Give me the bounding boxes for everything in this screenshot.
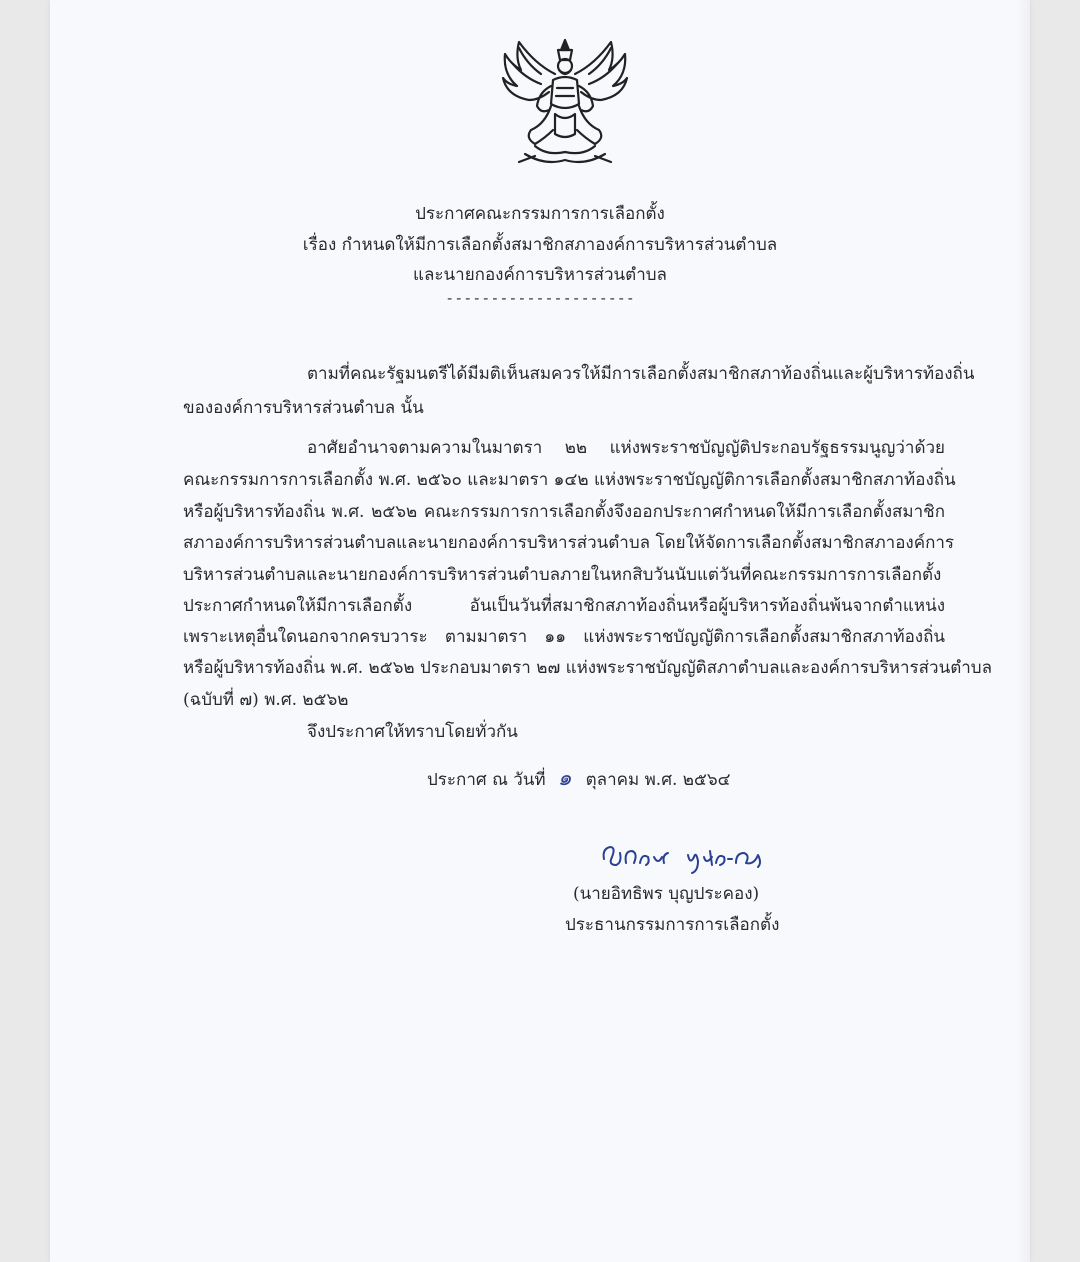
paragraph-2-line-3: หรือผู้บริหารท้องถิ่น พ.ศ. ๒๕๖๒ คณะกรรมการการเลือกตั้งจึงออกประกาศกำหนดให้มีการเลือกตั้งสมาชิก: [183, 502, 945, 522]
closing-statement: จึงประกาศให้ทราบโดยทั่วกัน: [307, 722, 518, 742]
date-month-year: ตุลาคม พ.ศ. ๒๕๖๔: [585, 770, 731, 790]
paragraph-2-line-9: (ฉบับที่ ๗) พ.ศ. ๒๕๖๒: [183, 690, 349, 710]
paragraph-2-line-4: สภาองค์การบริหารส่วนตำบลและนายกองค์การบริหารส่วนตำบล โดยให้จัดการเลือกตั้งสมาชิกสภาองค์การ: [183, 533, 955, 553]
garuda-emblem-icon: [495, 34, 635, 174]
signatory-title: ประธานกรรมการการเลือกตั้ง: [565, 915, 780, 935]
paragraph-2-line-7: เพราะเหตุอื่นใดนอกจากครบวาระ ตามมาตรา ๑๑ แห่งพระราชบัญญัติการเลือกตั้งสมาชิกสภาท้องถิ่น: [183, 627, 945, 647]
handwritten-signature: [598, 835, 768, 875]
signatory-name: (นายอิทธิพร บุญประคอง): [573, 884, 760, 904]
announcement-subject-continued: และนายกองค์การบริหารส่วนตำบล: [413, 265, 667, 285]
announcement-title: ประกาศคณะกรรมการการเลือกตั้ง: [415, 204, 665, 224]
paragraph-2-line-6: ประกาศกำหนดให้มีการเลือกตั้ง อันเป็นวันที่สมาชิกสภาท้องถิ่นหรือผู้บริหารท้องถิ่นพ้นจากตำแหน่ง: [183, 596, 945, 616]
paragraph-2-line-8: หรือผู้บริหารท้องถิ่น พ.ศ. ๒๕๖๒ ประกอบมาตรา ๒๗ แห่งพระราชบัญญัติสภาตำบลและองค์การบริหารส่วนตำบล: [183, 658, 993, 678]
announcement-date: [427, 760, 731, 795]
paragraph-1-line-2: ขององค์การบริหารส่วนตำบล นั้น: [183, 398, 424, 418]
paragraph-2-line-5: บริหารส่วนตำบลและนายกองค์การบริหารส่วนตำบลภายในหกสิบวันนับแต่วันที่คณะกรรมการการเลือกตั้ง: [183, 565, 942, 585]
date-prefix: ประกาศ ณ วันที่: [427, 770, 546, 790]
date-day-handwritten: ๑: [557, 766, 572, 791]
heading-divider: ---------------------: [445, 289, 635, 307]
paragraph-2-line-1: อาศัยอำนาจตามความในมาตรา ๒๒ แห่งพระราชบัญญัติประกอบรัฐธรรมนูญว่าด้วย: [307, 438, 945, 458]
paragraph-1-line-1: ตามที่คณะรัฐมนตรีได้มีมติเห็นสมควรให้มีการเลือกตั้งสมาชิกสภาท้องถิ่นและผู้บริหารท้องถิ่น: [307, 364, 975, 384]
announcement-subject: เรื่อง กำหนดให้มีการเลือกตั้งสมาชิกสภาองค์การบริหารส่วนตำบล: [302, 235, 778, 255]
paragraph-2-line-2: คณะกรรมการการเลือกตั้ง พ.ศ. ๒๕๖๐ และมาตรา ๑๔๒ แห่งพระราชบัญญัติการเลือกตั้งสมาชิกสภาท้องถิ่น: [183, 470, 956, 490]
